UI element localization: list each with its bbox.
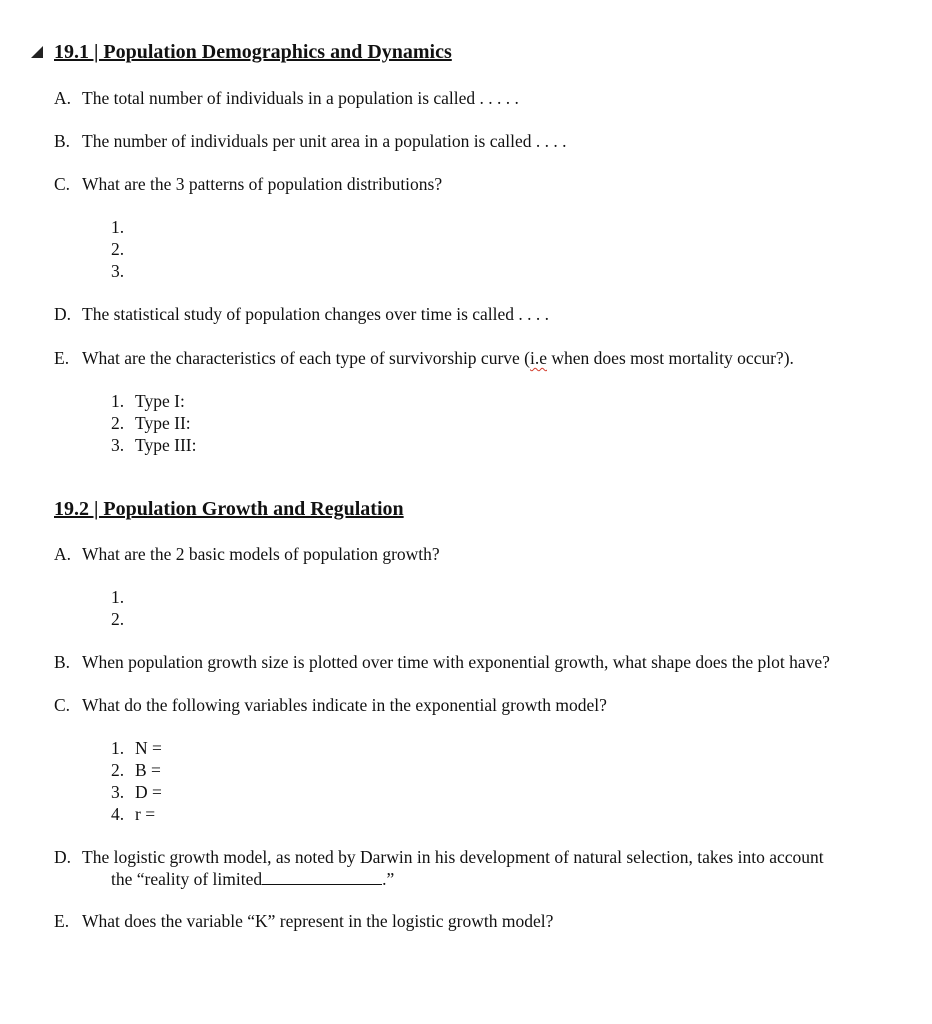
question-letter: A. bbox=[54, 88, 72, 108]
question-a bbox=[54, 87, 519, 109]
list-number: 2. bbox=[111, 760, 125, 780]
question-letter: B. bbox=[54, 652, 71, 672]
list-text: Type II: bbox=[135, 413, 191, 433]
list-item: 1. bbox=[111, 217, 125, 237]
list-number: 3. bbox=[111, 435, 125, 455]
list-text: r = bbox=[135, 804, 156, 824]
list-item bbox=[111, 759, 161, 781]
question-text-after: .” bbox=[382, 869, 395, 889]
list-item: 1. bbox=[111, 587, 125, 607]
question-d bbox=[54, 303, 549, 325]
question-text: When population growth size is plotted over time with exponential growth, what shape does the plot have? bbox=[82, 652, 830, 672]
question-text: What are the 2 basic models of population growth? bbox=[82, 544, 440, 564]
question-d-line2 bbox=[111, 868, 394, 890]
list-text: B = bbox=[135, 760, 161, 780]
question-e bbox=[54, 910, 553, 932]
question-b bbox=[54, 651, 830, 673]
collapse-arrow-icon[interactable] bbox=[31, 46, 43, 58]
list-item bbox=[111, 803, 155, 825]
question-text-line1: The logistic growth model, as noted by Darwin in his development of natural selection, takes into account bbox=[82, 847, 824, 867]
list-item: 2. bbox=[111, 609, 125, 629]
fill-in-blank bbox=[262, 868, 382, 885]
question-text: What does the variable “K” represent in the logistic growth model? bbox=[82, 911, 554, 931]
question-text: What are the 3 patterns of population distributions? bbox=[82, 174, 443, 194]
question-letter: B. bbox=[54, 131, 71, 151]
question-text-after: when does most mortality occur?). bbox=[547, 348, 794, 368]
list-number: 1. bbox=[111, 738, 125, 758]
question-text-before: the “reality of limited bbox=[111, 869, 263, 889]
list-item bbox=[111, 737, 162, 759]
list-number: 4. bbox=[111, 804, 125, 824]
list-text: N = bbox=[135, 738, 162, 758]
list-text: Type III: bbox=[135, 435, 197, 455]
question-letter: A. bbox=[54, 544, 72, 564]
spellcheck-flagged-word: i.e bbox=[530, 348, 548, 368]
list-number: 3. bbox=[111, 782, 125, 802]
list-number: 1. bbox=[111, 391, 125, 411]
question-c bbox=[54, 173, 442, 195]
list-number: 2. bbox=[111, 413, 125, 433]
question-e bbox=[54, 347, 794, 369]
question-text: The statistical study of population changes over time is called . . . . bbox=[82, 304, 550, 324]
question-letter: C. bbox=[54, 174, 71, 194]
question-b bbox=[54, 130, 567, 152]
question-letter: D. bbox=[54, 304, 72, 324]
list-item bbox=[111, 434, 196, 456]
list-text: Type I: bbox=[135, 391, 185, 411]
question-letter: D. bbox=[54, 847, 72, 867]
question-text: The total number of individuals in a population is called . . . . . bbox=[82, 88, 519, 108]
question-letter: C. bbox=[54, 695, 71, 715]
list-item bbox=[111, 781, 162, 803]
question-letter: E. bbox=[54, 348, 70, 368]
section-heading-19-1: 19.1 | Population Demographics and Dynamics bbox=[54, 41, 452, 63]
question-a bbox=[54, 543, 440, 565]
list-item: 3. bbox=[111, 261, 125, 281]
list-item bbox=[111, 412, 191, 434]
list-item: 2. bbox=[111, 239, 125, 259]
question-letter: E. bbox=[54, 911, 70, 931]
question-c bbox=[54, 694, 607, 716]
list-text: D = bbox=[135, 782, 162, 802]
question-text-before: What are the characteristics of each type of survivorship curve ( bbox=[82, 348, 530, 368]
section-heading-19-2: 19.2 | Population Growth and Regulation bbox=[54, 498, 404, 520]
question-text: The number of individuals per unit area in a population is called . . . . bbox=[82, 131, 567, 151]
list-item bbox=[111, 390, 185, 412]
question-d bbox=[54, 846, 824, 868]
question-text: What do the following variables indicate in the exponential growth model? bbox=[82, 695, 607, 715]
